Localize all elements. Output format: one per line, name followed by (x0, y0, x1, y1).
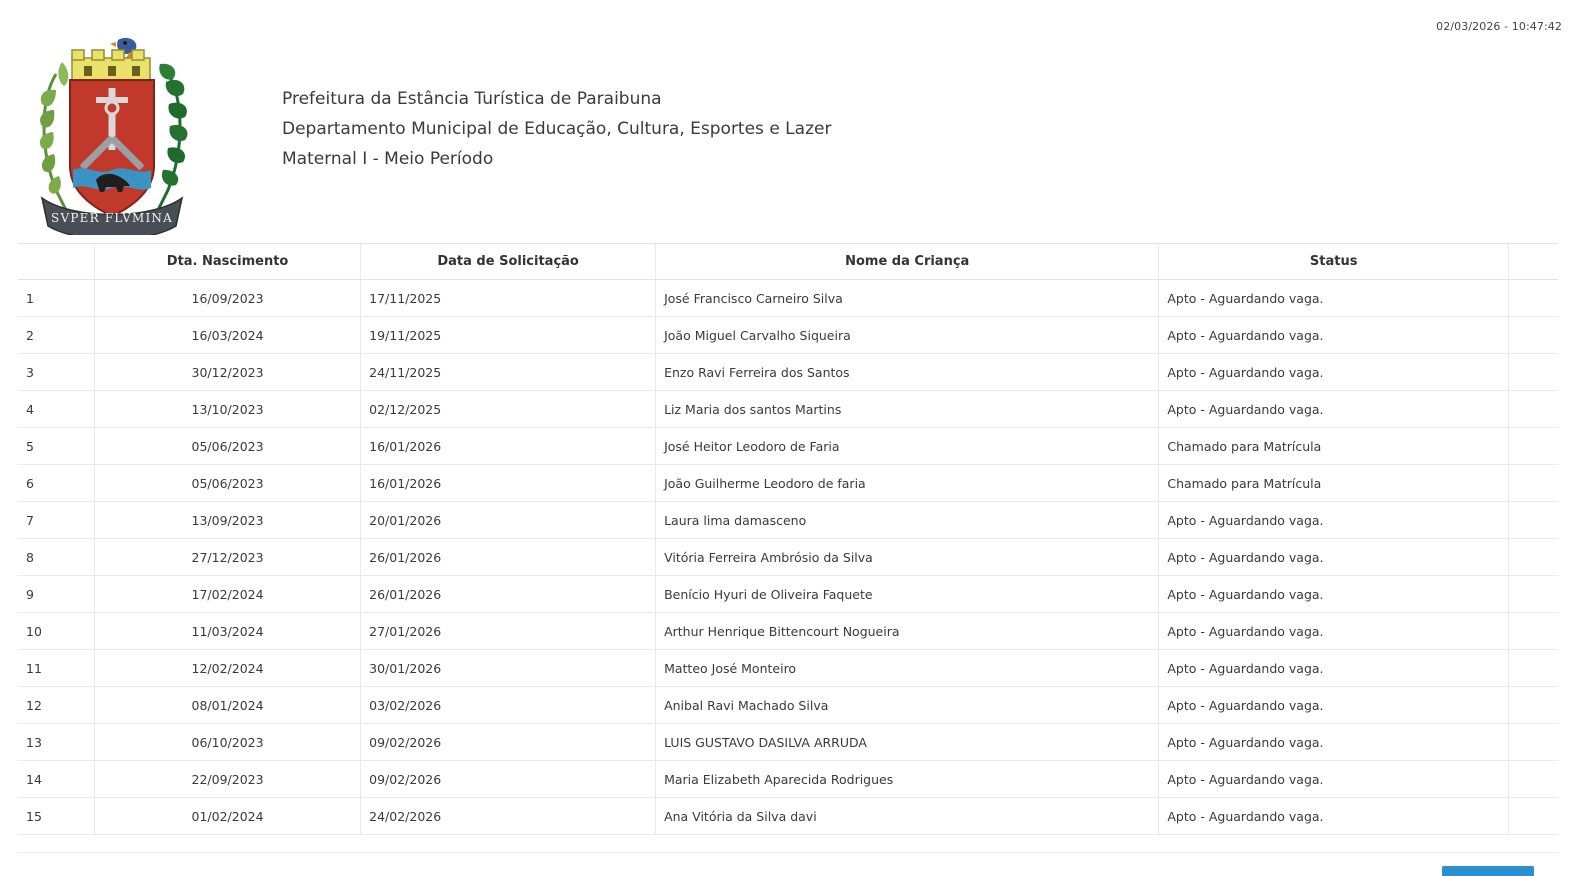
table-row[interactable] (18, 280, 1558, 317)
waiting-list-table-container (18, 243, 1558, 835)
cell-index: 13 (18, 724, 94, 761)
cell-actions (1508, 613, 1558, 650)
cell-solicitacao: 27/01/2026 (361, 613, 656, 650)
table-row[interactable] (18, 317, 1558, 354)
table-row[interactable] (18, 391, 1558, 428)
table-row[interactable] (18, 613, 1558, 650)
cell-nome: João Guilherme Leodoro de faria (656, 465, 1159, 502)
cell-nome: Maria Elizabeth Aparecida Rodrigues (656, 761, 1159, 798)
cell-status: Apto - Aguardando vaga. (1159, 724, 1509, 761)
cell-nascimento: 16/03/2024 (94, 317, 360, 354)
header-line-turma: Maternal I - Meio Período (282, 149, 494, 169)
cell-actions (1508, 354, 1558, 391)
cell-solicitacao: 26/01/2026 (361, 576, 656, 613)
cell-status: Apto - Aguardando vaga. (1159, 354, 1509, 391)
cell-status: Apto - Aguardando vaga. (1159, 280, 1509, 317)
cell-nome: Matteo José Monteiro (656, 650, 1159, 687)
cell-nascimento: 08/01/2024 (94, 687, 360, 724)
cell-nome: Vitória Ferreira Ambrósio da Silva (656, 539, 1159, 576)
cell-nome: José Francisco Carneiro Silva (656, 280, 1159, 317)
cell-nome: Benício Hyuri de Oliveira Faquete (656, 576, 1159, 613)
column-header-nascimento: Dta. Nascimento (94, 244, 360, 280)
cell-index: 5 (18, 428, 94, 465)
cell-solicitacao: 24/11/2025 (361, 354, 656, 391)
cell-nome: LUIS GUSTAVO DASILVA ARRUDA (656, 724, 1159, 761)
cell-solicitacao: 26/01/2026 (361, 539, 656, 576)
column-header-solicitacao: Data de Solicitação (361, 244, 656, 280)
cell-solicitacao: 20/01/2026 (361, 502, 656, 539)
report-header (20, 26, 1556, 226)
cell-nome: Ana Vitória da Silva davi (656, 798, 1159, 835)
table-row[interactable] (18, 576, 1558, 613)
cell-status: Apto - Aguardando vaga. (1159, 613, 1509, 650)
cell-actions (1508, 391, 1558, 428)
cell-solicitacao: 02/12/2025 (361, 391, 656, 428)
cell-nascimento: 22/09/2023 (94, 761, 360, 798)
cell-status: Apto - Aguardando vaga. (1159, 576, 1509, 613)
cell-actions (1508, 576, 1558, 613)
cell-solicitacao: 03/02/2026 (361, 687, 656, 724)
header-line-prefeitura: Prefeitura da Estância Turística de Paraibuna (282, 89, 662, 109)
table-row[interactable] (18, 465, 1558, 502)
column-header-index (18, 244, 94, 280)
cell-actions (1508, 317, 1558, 354)
cell-nascimento: 05/06/2023 (94, 465, 360, 502)
svg-text:SVPER FLVMINA: SVPER FLVMINA (51, 211, 173, 225)
cell-solicitacao: 19/11/2025 (361, 317, 656, 354)
cell-index: 10 (18, 613, 94, 650)
cell-nascimento: 27/12/2023 (94, 539, 360, 576)
table-row[interactable] (18, 539, 1558, 576)
cell-nome: Liz Maria dos santos Martins (656, 391, 1159, 428)
cell-index: 4 (18, 391, 94, 428)
table-row[interactable] (18, 502, 1558, 539)
table-row[interactable] (18, 798, 1558, 835)
cell-actions (1508, 465, 1558, 502)
cell-actions (1508, 761, 1558, 798)
cell-nascimento: 06/10/2023 (94, 724, 360, 761)
cell-index: 14 (18, 761, 94, 798)
cell-nascimento: 13/09/2023 (94, 502, 360, 539)
cell-nascimento: 30/12/2023 (94, 354, 360, 391)
cell-solicitacao: 17/11/2025 (361, 280, 656, 317)
cell-index: 3 (18, 354, 94, 391)
cell-status: Apto - Aguardando vaga. (1159, 502, 1509, 539)
cell-status: Apto - Aguardando vaga. (1159, 391, 1509, 428)
waiting-list-table (18, 243, 1558, 835)
cell-index: 8 (18, 539, 94, 576)
cell-status: Apto - Aguardando vaga. (1159, 539, 1509, 576)
cell-actions (1508, 539, 1558, 576)
header-titles (282, 84, 831, 174)
cell-status: Apto - Aguardando vaga. (1159, 650, 1509, 687)
print-timestamp: 02/03/2026 - 10:47:42 (1436, 20, 1562, 33)
table-row[interactable] (18, 650, 1558, 687)
column-header-nome: Nome da Criança (656, 244, 1159, 280)
cell-status: Apto - Aguardando vaga. (1159, 687, 1509, 724)
cell-nome: Anibal Ravi Machado Silva (656, 687, 1159, 724)
cell-status: Apto - Aguardando vaga. (1159, 761, 1509, 798)
cell-index: 6 (18, 465, 94, 502)
cell-status: Chamado para Matrícula (1159, 465, 1509, 502)
table-body (18, 280, 1558, 835)
cell-index: 12 (18, 687, 94, 724)
cell-solicitacao: 16/01/2026 (361, 428, 656, 465)
cell-actions (1508, 280, 1558, 317)
cell-nome: João Miguel Carvalho Siqueira (656, 317, 1159, 354)
cell-nascimento: 12/02/2024 (94, 650, 360, 687)
table-row[interactable] (18, 354, 1558, 391)
cell-index: 9 (18, 576, 94, 613)
cell-solicitacao: 16/01/2026 (361, 465, 656, 502)
cell-index: 1 (18, 280, 94, 317)
cell-nascimento: 17/02/2024 (94, 576, 360, 613)
cell-solicitacao: 24/02/2026 (361, 798, 656, 835)
table-header (18, 244, 1558, 280)
cell-index: 15 (18, 798, 94, 835)
cell-index: 7 (18, 502, 94, 539)
cell-index: 2 (18, 317, 94, 354)
column-header-actions (1508, 244, 1558, 280)
cell-solicitacao: 30/01/2026 (361, 650, 656, 687)
cell-actions (1508, 502, 1558, 539)
column-header-status: Status (1159, 244, 1509, 280)
table-row[interactable] (18, 724, 1558, 761)
cell-nome: Arthur Henrique Bittencourt Nogueira (656, 613, 1159, 650)
cell-solicitacao: 09/02/2026 (361, 724, 656, 761)
cell-status: Apto - Aguardando vaga. (1159, 317, 1509, 354)
cell-actions (1508, 798, 1558, 835)
header-line-departamento: Departamento Municipal de Educação, Cultura, Esportes e Lazer (282, 119, 832, 139)
footer-action-button[interactable] (1442, 866, 1534, 876)
cell-actions (1508, 428, 1558, 465)
brasao-icon (26, 30, 198, 235)
cell-nascimento: 11/03/2024 (94, 613, 360, 650)
cell-status: Chamado para Matrícula (1159, 428, 1509, 465)
cell-status: Apto - Aguardando vaga. (1159, 798, 1509, 835)
cell-actions (1508, 650, 1558, 687)
cell-nascimento: 01/02/2024 (94, 798, 360, 835)
table-row[interactable] (18, 687, 1558, 724)
cell-index: 11 (18, 650, 94, 687)
footer-divider (18, 852, 1558, 853)
cell-solicitacao: 09/02/2026 (361, 761, 656, 798)
cell-nascimento: 13/10/2023 (94, 391, 360, 428)
cell-nascimento: 16/09/2023 (94, 280, 360, 317)
cell-actions (1508, 687, 1558, 724)
cell-nome: José Heitor Leodoro de Faria (656, 428, 1159, 465)
cell-nascimento: 05/06/2023 (94, 428, 360, 465)
cell-actions (1508, 724, 1558, 761)
cell-nome: Enzo Ravi Ferreira dos Santos (656, 354, 1159, 391)
table-row[interactable] (18, 428, 1558, 465)
table-row[interactable] (18, 761, 1558, 798)
table-header-row (18, 244, 1558, 280)
cell-nome: Laura lima damasceno (656, 502, 1159, 539)
